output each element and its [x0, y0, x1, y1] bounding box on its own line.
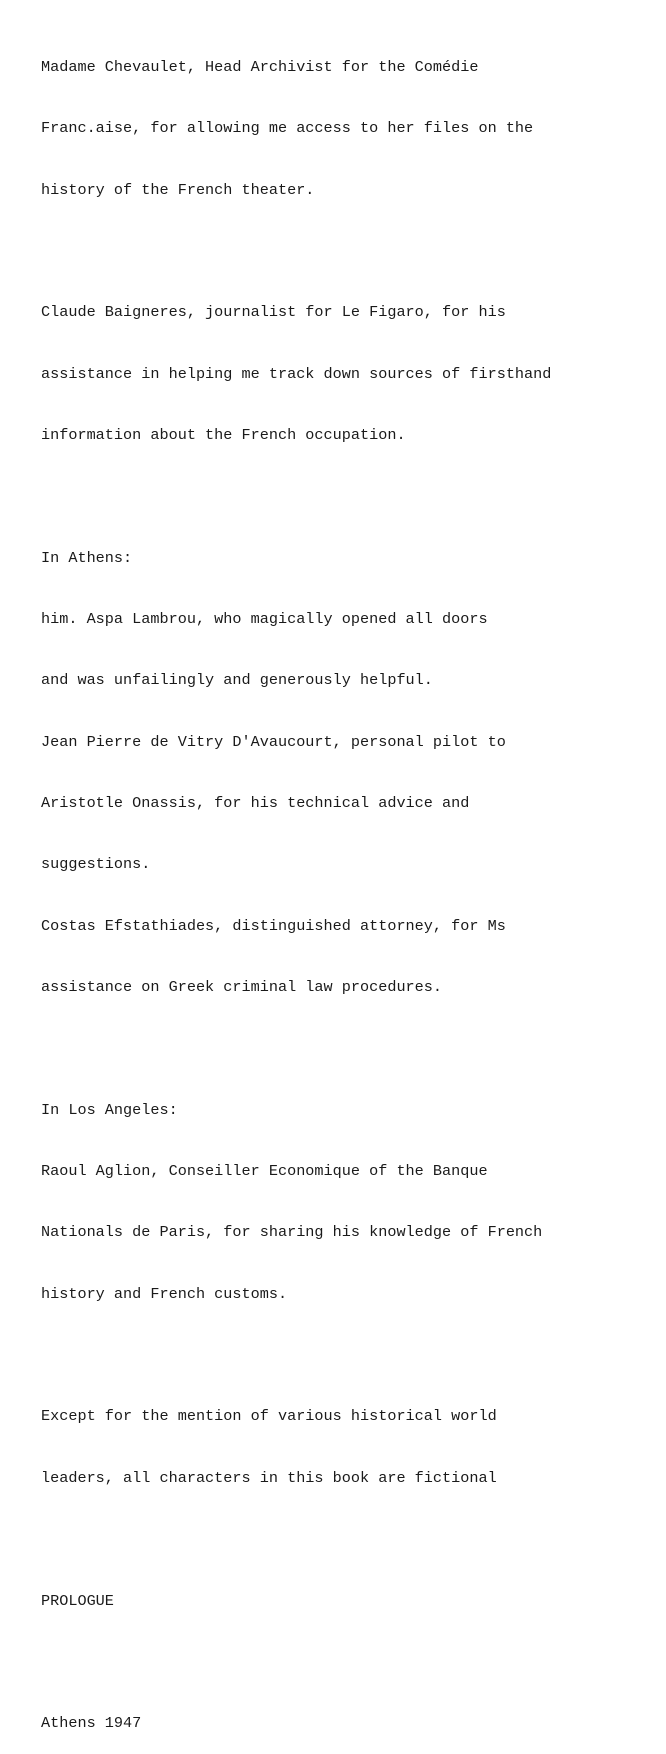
text-line: Raoul Aglion, Conseiller Economique of the Banque	[41, 1162, 488, 1181]
text-line: Aristotle Onassis, for his technical advice and	[41, 794, 470, 813]
text-line: and was unfailingly and generously helpful.	[41, 671, 433, 690]
text-line: Costas Efstathiades, distinguished attorney, for Ms	[41, 916, 506, 935]
section-heading: In Athens:	[41, 548, 133, 567]
text-line: Franc.aise, for allowing me access to her files on the	[41, 119, 534, 138]
text-line: assistance in helping me track down sources of firsthand	[41, 364, 552, 383]
blank-line	[41, 241, 651, 261]
text-line: suggestions.	[41, 855, 151, 874]
text-line: Jean Pierre de Vitry D'Avaucourt, personal pilot to	[41, 732, 506, 751]
blank-line	[41, 486, 651, 506]
prologue-place-date: Athens 1947	[41, 1714, 142, 1733]
text-line: assistance on Greek criminal law procedures.	[41, 978, 443, 997]
text-line: him. Aspa Lambrou, who magically opened all doors	[41, 610, 488, 628]
text-line: Madame Chevaulet, Head Archivist for the Comédie	[41, 57, 479, 76]
blank-line	[41, 1529, 651, 1549]
prologue-heading: PROLOGUE	[41, 1591, 114, 1610]
blank-line	[41, 1038, 651, 1058]
text-line: leaders, all characters in this book are fictional	[41, 1468, 497, 1487]
document-text	[41, 16, 651, 1754]
text-line: Except for the mention of various historical world	[41, 1407, 497, 1426]
text-line: information about the French occupation.	[41, 425, 406, 444]
section-heading: In Los Angeles:	[41, 1100, 178, 1119]
text-line: Claude Baigneres, journalist for Le Figaro, for his	[41, 303, 506, 322]
text-line: history and French customs.	[41, 1284, 288, 1303]
text-line: Nationals de Paris, for sharing his knowledge of French	[41, 1223, 543, 1242]
text-line: history of the French theater.	[41, 180, 315, 199]
blank-line	[41, 1652, 651, 1672]
blank-line	[41, 1345, 651, 1365]
